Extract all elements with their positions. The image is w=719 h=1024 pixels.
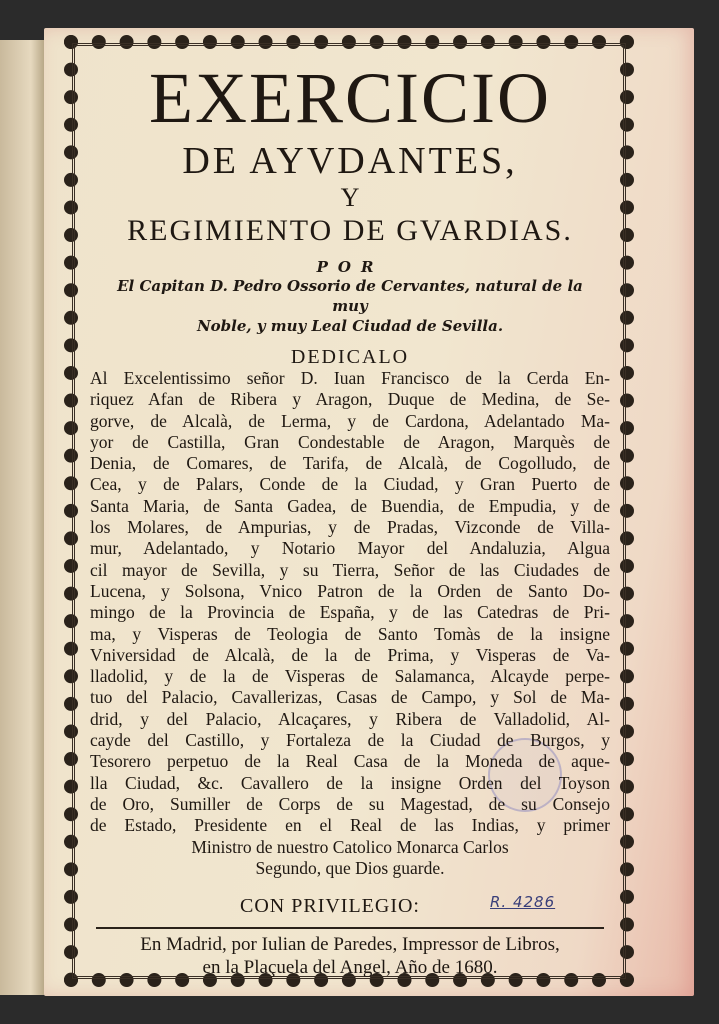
imprint-line-2: en la Plaçuela del Angel, Año de 1680. [202,957,498,979]
dedication-line: ma, y Visperas de Teologia de Santo Tomàs de la insigne [90,623,610,644]
shelfmark-annotation: R. 4286 [490,893,556,912]
privilege-row [90,893,610,921]
imprint-line-1: En Madrid, por Iulian de Paredes, Impressor de Libros, [140,934,560,956]
dedication-line: Ministro de nuestro Catolico Monarca Carlos [191,836,509,857]
imprint-rule [96,927,604,929]
dedication-heading: DEDICALO [290,346,410,368]
dedication-line: Santa Maria, de Santa Gadea, de Buendia, de Empudia, y de [90,495,610,516]
dedication-line: Tesorero perpetuo de la Real Casa de la Moneda de aque- [90,751,610,772]
dedication-line: riquez Afan de Ribera y Aragon, Duque de Medina, de Se- [90,389,610,410]
dedication-line: de Estado, Presidente en el Real de las Indias, y primer [90,815,610,836]
dedication-line: Vniversidad de Alcalà, de la de Prima, y Visperas de Va- [90,644,610,665]
dedication-line: gorve, de Alcalà, de Lerma, y de Cardona, Adelantado Ma- [90,410,610,431]
dedication-line: lladolid, y de la de Visperas de Salamanca, Alcayde perpe- [90,666,610,687]
dedication-line: Lucena, y Solsona, Vnico Patron de la Orden de Santo Do- [90,580,610,601]
dedication-line: yor de Castilla, Gran Condestable de Aragon, Marquès de [90,431,610,452]
title-sub: DE AYVDANTES, [182,140,518,182]
dedication-line: de Oro, Sumiller de Corps de su Magestad, de su Consejo [90,793,610,814]
dedication-line: mingo de la Provincia de España, y de las Catedras de Pri- [90,602,610,623]
dedication-line: mur, Adelantado, y Notario Mayor del Andaluzia, Algua [90,538,610,559]
author-por: POR [316,258,384,276]
title-conjunction: Y [340,183,360,212]
dedication-line: Segundo, que Dios guarde. [255,857,445,878]
dedication-line: los Molares, de Ampurias, y de Pradas, Vizconde de Villa- [90,517,610,538]
dedication-line: lla Ciudad, &c. Cavallero de la insigne Orden del Toyson [90,772,610,793]
dedication-line: cil mayor de Sevilla, y su Tierra, Señor de las Ciudades de [90,559,610,580]
author-line-2: Noble, y muy Leal Ciudad de Sevilla. [196,317,504,335]
title-page-content [90,60,610,979]
title-regiment: REGIMIENTO DE GVARDIAS. [127,214,573,247]
facing-page-edge [0,40,46,995]
dedication-line: Cea, y de Palars, Conde de la Ciudad, y Gran Puerto de [90,474,610,495]
title-main: EXERCICIO [149,58,551,138]
author-line-1: El Capitan D. Pedro Ossorio de Cervantes, natural de la muy [117,277,583,315]
dedication-line: Al Excelentissimo señor D. Iuan Francisco de la Cerda En- [90,368,610,388]
dedication-line: drid, y del Palacio, Alcaçares, y Ribera de Valladolid, Al- [90,708,610,729]
dedication-line: tuo del Palacio, Cavallerizas, Casas de Campo, y Sol de Ma- [90,687,610,708]
dedication-line: cayde del Castillo, y Fortaleza de la Ciudad de Burgos, y [90,730,610,751]
dedication-text [90,368,610,879]
privilege-label: CON PRIVILEGIO: [240,895,420,918]
dedication-line: Denia, de Comares, de Tarifa, de Alcalà, de Cogolludo, de [90,453,610,474]
